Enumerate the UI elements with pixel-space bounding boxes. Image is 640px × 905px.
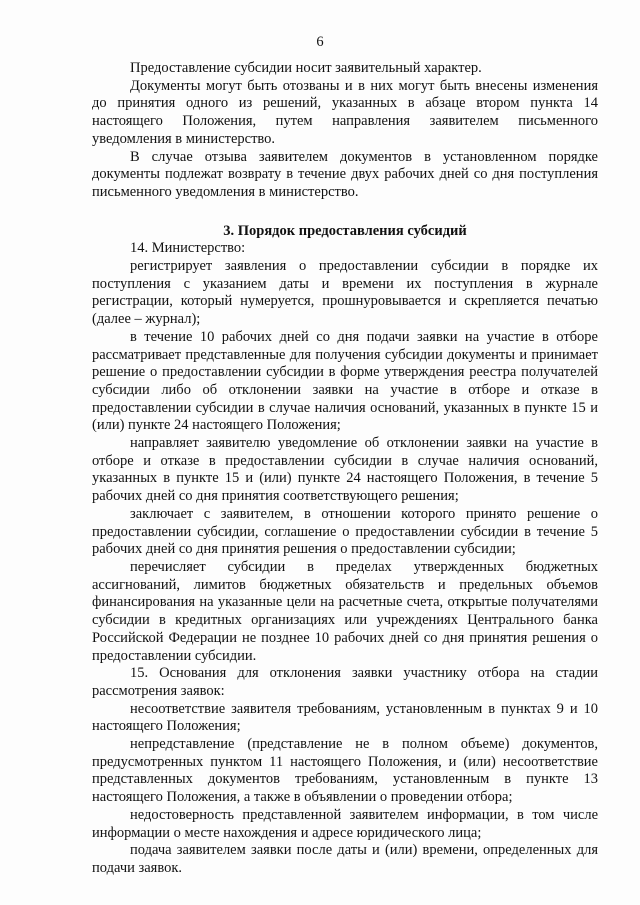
paragraph: Документы могут быть отозваны и в них могут быть внесены изменения до принятия одного из решений, указанных в абзаце втором пункта 14 настоящего Положения, путем направления заявителем письменного уведомления в министерство.	[92, 77, 598, 147]
paragraph: регистрирует заявления о предоставлении субсидии в порядке их поступления с указанием даты и времени их поступления в журнале регистрации, который нумеруется, прошнуровывается и скрепляется печатью (далее – журнал);	[92, 258, 598, 328]
page-number: 6	[316, 34, 324, 50]
paragraph: В случае отзыва заявителем документов в установленном порядке документы подлежат возврату в течение двух рабочих дней со дня поступления письменного уведомления в министерство.	[92, 148, 598, 200]
section-heading: 3. Порядок предоставления субсидий	[223, 222, 467, 239]
paragraph: направляет заявителю уведомление об отклонении заявки на участие в отборе и отказе в предоставлении субсидии в случае наличия оснований, указанных в пункте 15 и (или) пункте 24 настоящего Положения, в течение 5 рабочих дней со дня принятия соответствующего решения;	[92, 435, 598, 505]
paragraph: Предоставление субсидии носит заявительный характер.	[130, 60, 482, 76]
paragraph: 14. Министерство:	[130, 240, 246, 257]
paragraph: несоответствие заявителя требованиям, установленным в пунктах 9 и 10 настоящего Положения;	[92, 700, 598, 735]
document-body	[92, 60, 598, 878]
paragraph: заключает с заявителем, в отношении которого принято решение о предоставлении субсидии, соглашение о предоставлении субсидии в течение 5 рабочих дней со дня принятия решения о предоставлении субсидии;	[92, 505, 598, 558]
paragraph: непредставление (представление не в полном объеме) документов, предусмотренных пунктом 11 настоящего Положения, и (или) несоответствие представленных документов требованиям, установленным в пункте 13 настоящего Положения, а также в объявлении о проведении отбора;	[92, 736, 598, 806]
paragraph: недостоверность представленной заявителем информации, в том числе информации о месте нахождения и адресе юридического лица;	[92, 806, 598, 841]
paragraph: 15. Основания для отклонения заявки участнику отбора на стадии рассмотрения заявок:	[92, 665, 598, 699]
paragraph: в течение 10 рабочих дней со дня подачи заявки на участие в отборе рассматривает представленные для получения субсидии документы и принимает решение о предоставлении субсидии в форме утверждения реестра получателей субсидии либо об отклонении заявки на участие в отборе и отказе в предоставлении субсидии в случае наличия оснований, указанных в пункте 15 и (или) пункте 24 настоящего Положения;	[92, 328, 598, 434]
paragraph: подача заявителем заявки после даты и (или) времени, определенных для подачи заявок.	[92, 842, 598, 876]
paragraph: перечисляет субсидии в пределах утвержденных бюджетных ассигнований, лимитов бюджетных обязательств и предельных объемов финансирования на указанные цели на расчетные счета, открытые получателями субсидии в кредитных организациях или учреждениях Центрального банка Российской Федерации не позднее 10 рабочих дней со дня принятия решения о предоставлении субсидии.	[92, 558, 598, 664]
